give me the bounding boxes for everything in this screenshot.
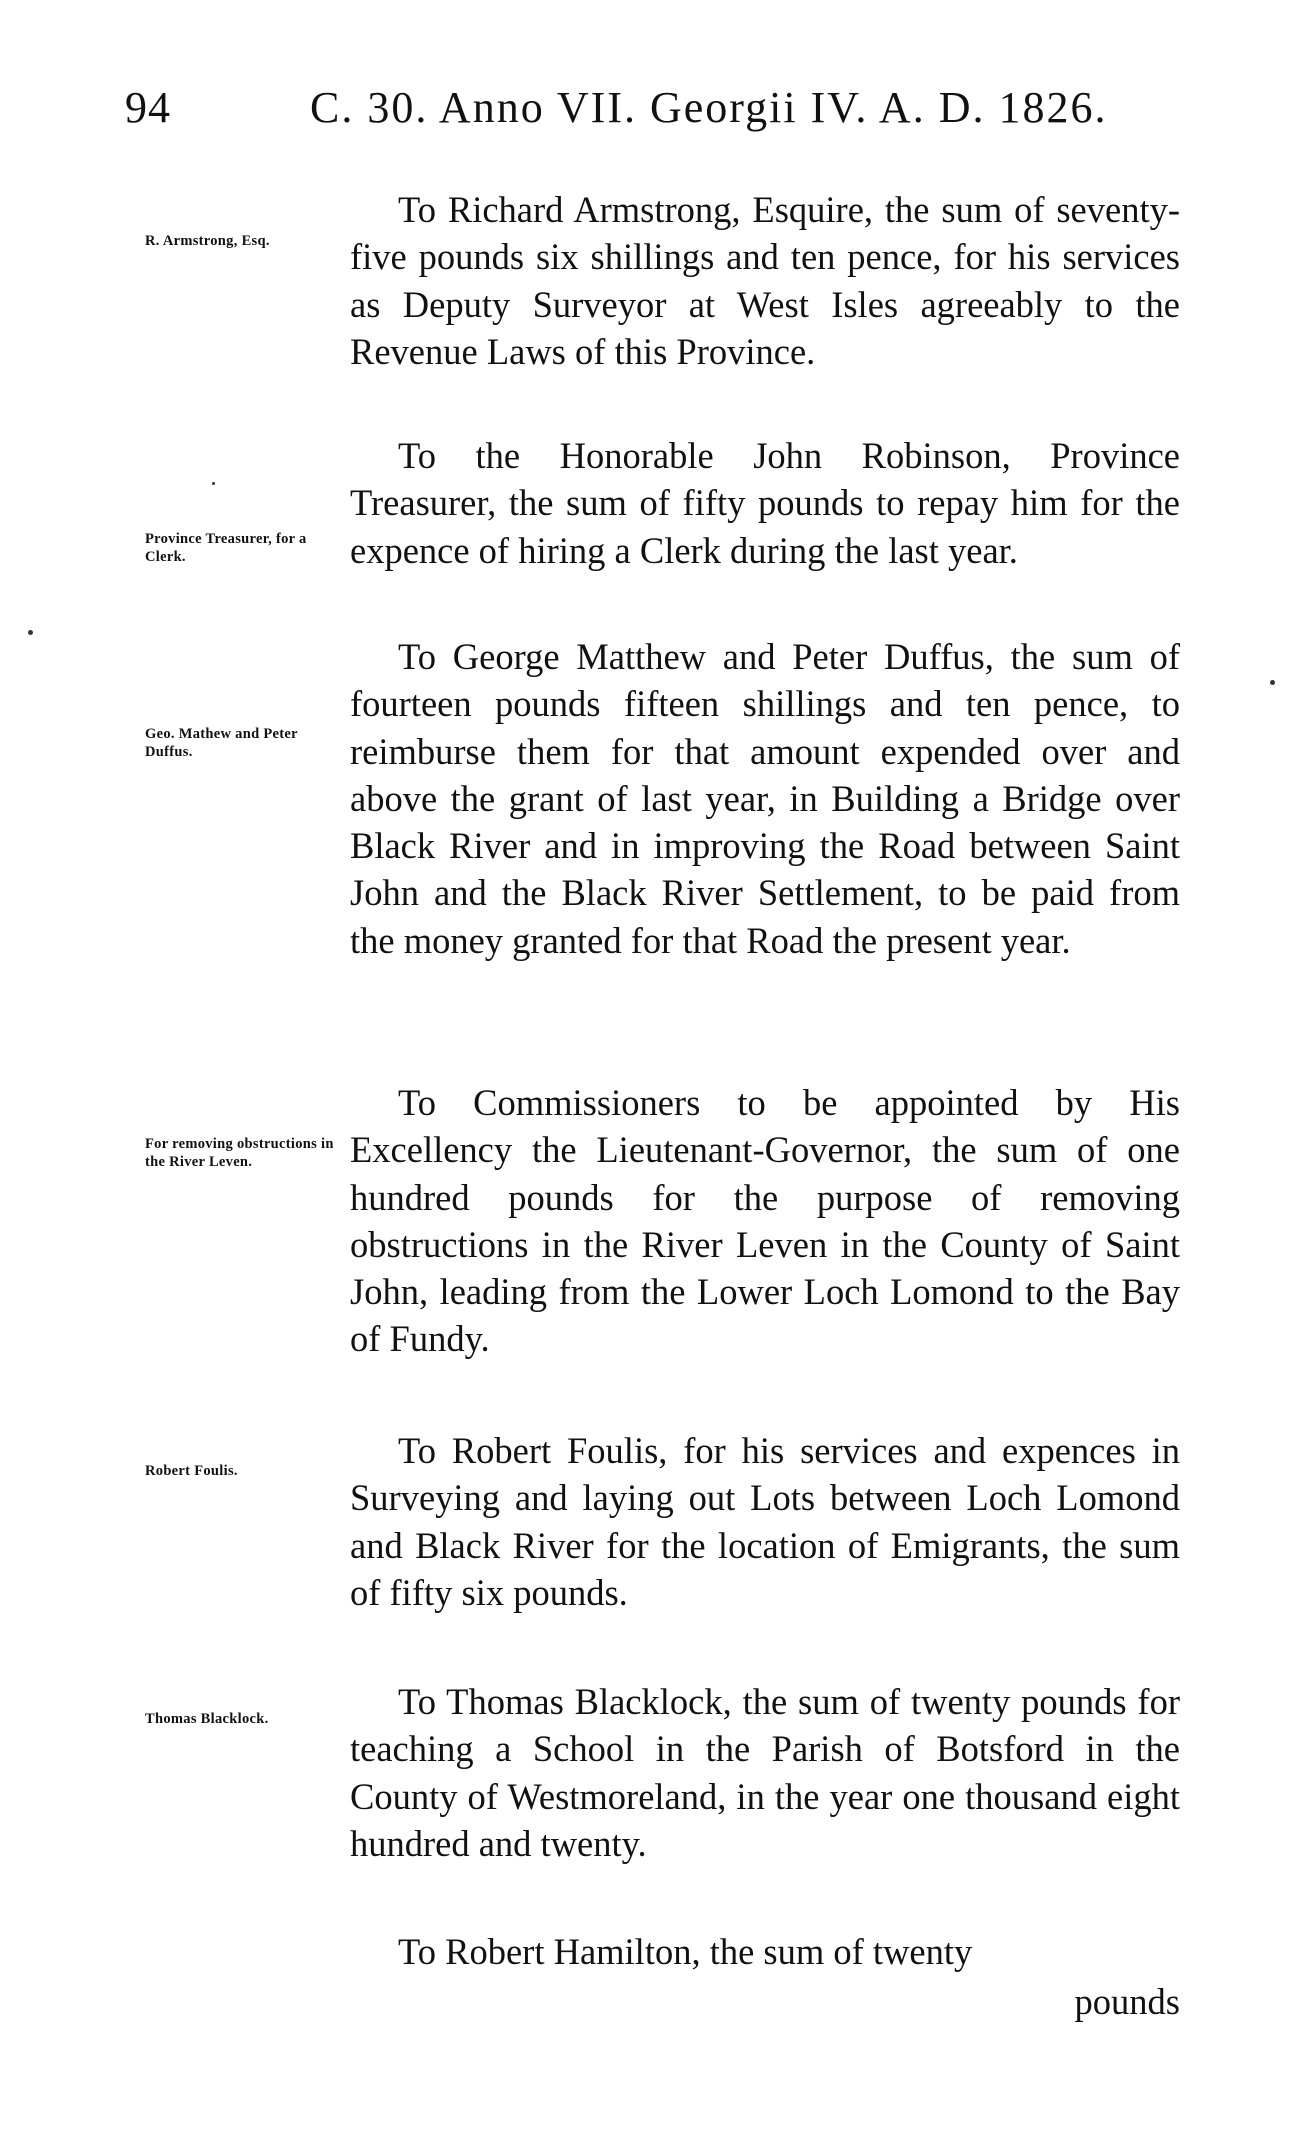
margin-note-armstrong: R. Armstrong, Esq.	[145, 233, 270, 249]
ink-speck	[212, 482, 215, 485]
page-number: 94	[125, 83, 171, 132]
catchword: pounds	[1074, 1981, 1180, 2022]
paragraph-hamilton	[350, 1928, 1180, 1975]
paragraph-blacklock	[350, 1678, 1180, 1867]
paragraph-text: To Robert Foulis, for his services and expences in Surveying and laying out Lots between Loch Lomond and Black River for the location of Emigrants, the sum of fifty six pounds.	[350, 1430, 1180, 1613]
margin-note-river-leven: For removing obstructions in the River Leven.	[145, 1136, 334, 1170]
paragraph-commissioners	[350, 1079, 1180, 1363]
paragraph-armstrong	[350, 186, 1180, 375]
paragraph-text: To Richard Armstrong, Esquire, the sum of seventy-five pounds six shillings and ten pence, for his services as Deputy Surveyor at West Isles agreeably to the Revenue Laws of this Province.	[350, 189, 1180, 372]
ink-speck	[28, 630, 33, 635]
paragraph-robinson	[350, 432, 1180, 574]
margin-note-mathew-duffus: Geo. Mathew and Peter Duffus.	[145, 726, 298, 760]
paragraph-matthew-duffus	[350, 633, 1180, 964]
paragraph-text: To Commissioners to be appointed by His Excellency the Lieutenant-Governor, the sum of one hundred pounds for the purpose of removing obstructions in the River Leven in the County of Saint John, leading from the Lower Loch Lomond to the Bay of Fundy.	[350, 1082, 1180, 1360]
paragraph-text: To Thomas Blacklock, the sum of twenty pounds for teaching a School in the Parish of Botsford in the County of Westmoreland, in the year one thousand eight hundred and twenty.	[350, 1681, 1180, 1864]
margin-note-province-treasurer: Province Treasurer, for a Clerk.	[145, 531, 307, 565]
margin-note-thomas-blacklock: Thomas Blacklock.	[145, 1711, 269, 1727]
paragraph-text: To George Matthew and Peter Duffus, the sum of fourteen pounds fifteen shillings and ten pence, to reimburse them for that amount expended over and above the grant of last year, in Building a Bridge over Black River and in improving the Road between Saint John and the Black River Settlement, to be paid from the money granted for that Road the present year.	[350, 636, 1180, 961]
margin-note-robert-foulis: Robert Foulis.	[145, 1463, 238, 1479]
paragraph-text: To Robert Hamilton, the sum of twenty	[398, 1931, 973, 1972]
ink-speck	[1270, 680, 1275, 685]
paragraph-foulis	[350, 1427, 1180, 1616]
paragraph-text: To the Honorable John Robinson, Province Treasurer, the sum of fifty pounds to repay him for the expence of hiring a Clerk during the last year.	[350, 435, 1180, 571]
body-text	[350, 0, 1180, 2151]
running-head: C. 30. Anno VII. Georgii IV. A. D. 1826.	[310, 83, 1108, 132]
